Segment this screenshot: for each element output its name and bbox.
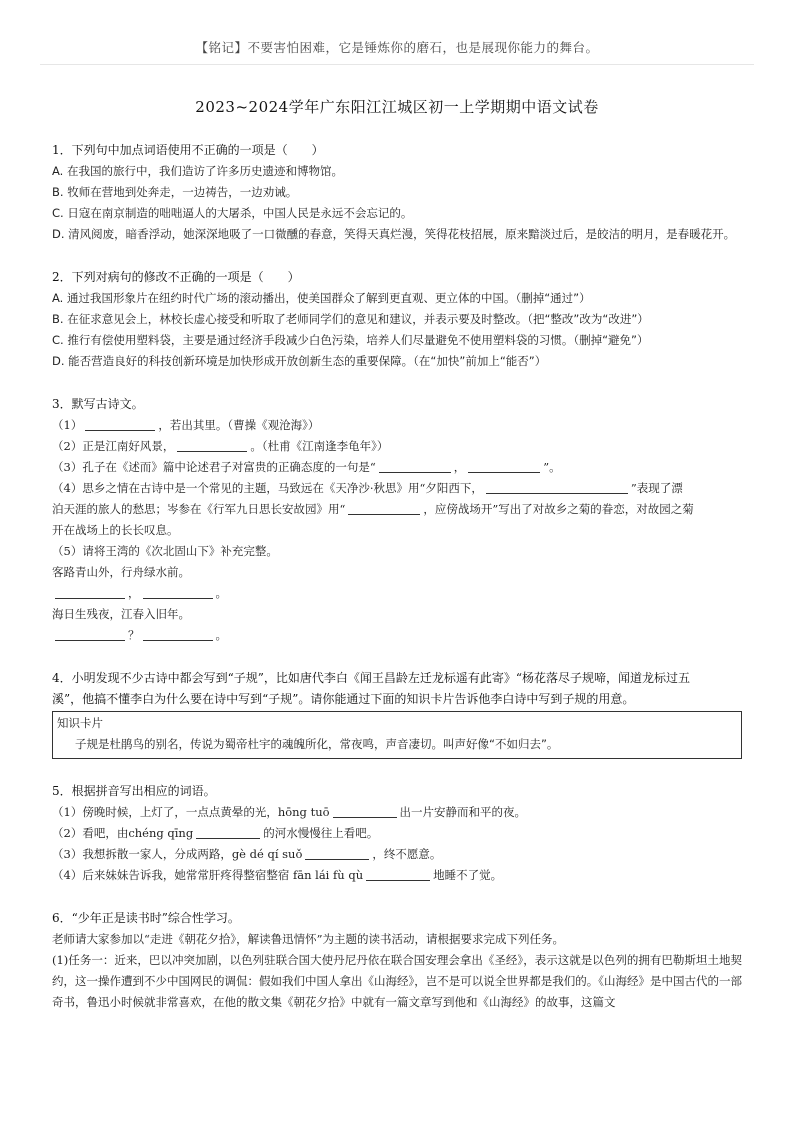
question-5 xyxy=(52,781,742,886)
question-2-option-b: B. 在征求意见会上，林校长虚心接受和听取了老师同学们的意见和建议，并表示要及时整改。（把“整改”改为“改进”） xyxy=(52,312,649,326)
q3-line-11 xyxy=(52,625,742,646)
q3-line-4-prefix: （4）思乡之情在古诗中是一个常见的主题，马致远在《天净沙·秋思》用“夕阳西下， xyxy=(52,481,483,495)
question-4-stem-line-2: 溪”，他搞不懂李白为什么要在诗中写到“子规”。请你能通过下面的知识卡片告诉他李白诗中写到子规的用意。 xyxy=(52,692,635,706)
knowledge-card-title: 知识卡片 xyxy=(57,716,103,730)
q3-line-4-suffix: ”表现了漂 xyxy=(630,481,683,495)
q5-line-1-prefix: （1）傍晚时候，上灯了，一点点黄晕的光，hōng tuō xyxy=(52,805,330,819)
answer-blank[interactable] xyxy=(55,584,125,599)
q3-line-5-suffix: ，应傍战场开”写出了对故乡之菊的眷恋，对故园之菊 xyxy=(423,502,694,516)
question-6-intro: 老师请大家参加以“走进《朝花夕拾》，解读鲁迅情怀”为主题的读书活动，请根据要求完成下列任务。 xyxy=(52,932,565,946)
q3-line-4 xyxy=(52,478,742,499)
question-3 xyxy=(52,394,742,646)
question-2-stem: 2．下列对病句的修改不正确的一项是（ ） xyxy=(52,270,300,284)
answer-blank[interactable] xyxy=(177,437,247,452)
answer-blank[interactable] xyxy=(196,824,260,839)
answer-blank[interactable] xyxy=(143,584,213,599)
q3-line-3 xyxy=(52,457,742,478)
q3-line-9 xyxy=(52,583,742,604)
question-1-option-d: D. 清风阅废，暗香浮动，她深深地吸了一口微醺的春意，笑得天真烂漫，笑得花枝招展，原来黯淡过后，是皎洁的明月，是春暖花开。 xyxy=(52,227,736,241)
q3-line-11-suffix: 。 xyxy=(215,628,227,642)
q5-line-4-suffix: 地睡不了觉。 xyxy=(433,868,503,882)
q5-line-3-prefix: （3）我想拆散一家人，分成两路，gè dé qí suǒ xyxy=(52,847,303,861)
question-4 xyxy=(52,668,742,759)
q3-line-3-suffix: ”。 xyxy=(543,460,561,474)
question-1-stem: 1．下列句中加点词语使用不正确的一项是（ ） xyxy=(52,143,324,157)
question-6-stem: 6．“少年正是读书时”综合性学习。 xyxy=(52,911,240,925)
q3-line-1-suffix: ，若出其里。（曹操《观沧海》） xyxy=(158,418,320,432)
knowledge-card xyxy=(52,711,742,759)
answer-blank[interactable] xyxy=(85,416,155,431)
q3-line-1 xyxy=(52,415,742,436)
q5-line-2-suffix: 的河水慢慢往上看吧。 xyxy=(263,826,379,840)
question-6-task-1: (1)任务一：近来，巴以冲突加剧，以色列驻联合国大使丹尼丹依在联合国安理会拿出《圣经》，表示这就是以色列的拥有巴勒斯坦土地契约，这一操作遭到不少中国网民的调侃：假如我们中国人拿出《山海经》，岂不是可以说全世界都是我们的。《山海经》是中国古代的一部奇书，鲁迅小时候就非常喜欢，在他的散文集《朝花夕拾》中就有一篇文章写到他和《山海经》的故事，这篇文 xyxy=(52,953,742,1009)
q3-line-7: （5）请将王湾的《次北固山下》补充完整。 xyxy=(52,544,278,558)
q3-line-2-prefix: （2）正是江南好风景， xyxy=(52,439,175,453)
question-5-stem: 5．根据拼音写出相应的词语。 xyxy=(52,784,216,798)
question-2 xyxy=(52,267,742,372)
q3-line-2-suffix: 。（杜甫《江南逢李龟年》） xyxy=(250,439,389,453)
answer-blank[interactable] xyxy=(143,626,213,641)
question-2-option-d: D. 能否营造良好的科技创新环境是加快形成开放创新生态的重要保障。（在“加快”前加上“能否”） xyxy=(52,354,547,368)
question-1-option-b: B. 牧师在营地到处奔走，一边祷告，一边劝诫。 xyxy=(52,185,298,199)
question-2-option-a: A. 通过我国形象片在纽约时代广场的滚动播出，使美国群众了解到更直观、更立体的中国。（删掉“通过”） xyxy=(52,291,591,305)
q3-line-3-mid: ， xyxy=(453,460,466,474)
question-1-option-a: A. 在我国的旅行中，我们造访了许多历史遗迹和博物馆。 xyxy=(52,164,343,178)
knowledge-card-body: 子规是杜鹃鸟的别名，传说为蜀帝杜宇的魂魄所化，常夜鸣，声音凄切。叫声好像“不如归去”。 xyxy=(75,737,559,751)
q5-line-3 xyxy=(52,844,742,865)
page-title: 2023~2024学年广东阳江江城区初一上学期期中语文试卷 xyxy=(195,98,599,116)
answer-blank[interactable] xyxy=(333,803,397,818)
q3-line-3-prefix: （3）孔子在《述而》篇中论述君子对富贵的正确态度的一句是“ xyxy=(52,460,376,474)
q3-line-8: 客路青山外，行舟绿水前。 xyxy=(52,565,190,579)
q5-line-2-prefix: （2）看吧，由chéng qīng xyxy=(52,826,194,840)
q3-line-6: 开在战场上的长长叹息。 xyxy=(52,523,179,537)
answer-blank[interactable] xyxy=(305,845,369,860)
answer-blank[interactable] xyxy=(348,500,420,515)
answer-blank[interactable] xyxy=(55,626,125,641)
motto-banner: 【铭记】不要害怕困难，它是锤炼你的磨石，也是展现你能力的舞台。 xyxy=(195,40,599,55)
exam-content xyxy=(52,140,742,1035)
question-1-option-c: C. 日寇在南京制造的咄咄逼人的大屠杀，中国人民是永远不会忘记的。 xyxy=(52,206,413,220)
question-4-stem-line-1: 4．小明发现不少古诗中都会写到“子规”，比如唐代李白《闻王昌龄左迁龙标遥有此寄》“杨花落尽子规啼，闻道龙标过五 xyxy=(52,671,691,685)
q3-line-11-mid: ？ xyxy=(128,628,140,642)
q3-line-5 xyxy=(52,499,742,520)
q3-line-9-suffix: 。 xyxy=(215,586,227,600)
q5-line-4 xyxy=(52,865,742,886)
q5-line-1 xyxy=(52,802,742,823)
answer-blank[interactable] xyxy=(486,479,628,494)
header-divider xyxy=(40,64,754,65)
answer-blank[interactable] xyxy=(379,458,451,473)
answer-blank[interactable] xyxy=(468,458,540,473)
question-3-stem: 3．默写古诗文。 xyxy=(52,397,144,411)
question-1 xyxy=(52,140,742,245)
q3-line-1-prefix: （1） xyxy=(52,418,83,432)
q3-line-9-mid: ， xyxy=(128,586,140,600)
q5-line-3-suffix: ，终不愿意。 xyxy=(372,847,442,861)
q5-line-2 xyxy=(52,823,742,844)
q3-line-5-prefix: 泊天涯的旅人的愁思；岑参在《行军九日思长安故园》用“ xyxy=(52,502,346,516)
q5-line-1-suffix: 出一片安静而和平的夜。 xyxy=(399,805,527,819)
question-6 xyxy=(52,908,742,1013)
q5-line-4-prefix: （4）后来妹妹告诉我，她常常肝疼得整宿整宿 fān lái fù qù xyxy=(52,868,364,882)
q3-line-2 xyxy=(52,436,742,457)
answer-blank[interactable] xyxy=(366,866,430,881)
question-2-option-c: C. 推行有偿使用塑料袋，主要是通过经济手段减少白色污染，培养人们尽量避免不使用塑料袋的习惯。（删掉“避免”） xyxy=(52,333,649,347)
q3-line-10: 海日生残夜，江春入旧年。 xyxy=(52,607,190,621)
